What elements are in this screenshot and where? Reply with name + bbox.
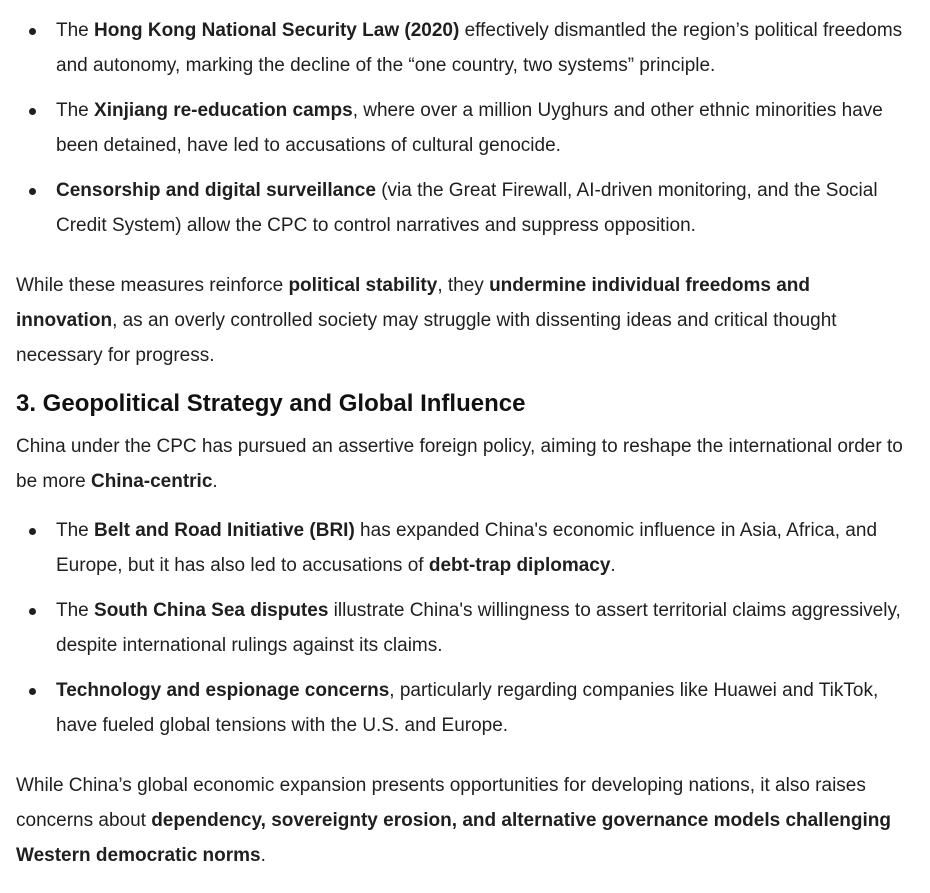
bold-term: Belt and Road Initiative (BRI) <box>94 520 355 541</box>
bullet-list-geopolitics <box>16 513 911 743</box>
bold-term: South China Sea disputes <box>94 600 329 621</box>
paragraph-foreign-policy: China under the CPC has pursued an assertive foreign policy, aiming to reshape the international order to be more China-centric. <box>16 436 903 492</box>
list-item: The Belt and Road Initiative (BRI) has expanded China's economic influence in Asia, Africa, and Europe, but it has also led to accusations of debt-trap diplomacy. <box>16 513 911 583</box>
paragraph-global-expansion: While China’s global economic expansion presents opportunities for developing nations, it also raises concerns about dependency, sovereignty erosion, and alternative governance models challenging Western democratic norms. <box>16 775 892 866</box>
bold-term: Hong Kong National Security Law (2020) <box>94 20 460 41</box>
list-item: The Hong Kong National Security Law (2020) effectively dismantled the region’s political freedoms and autonomy, marking the decline of the “one country, two systems” principle. <box>16 13 911 83</box>
list-item: Censorship and digital surveillance (via the Great Firewall, AI-driven monitoring, and the Social Credit System) allow the CPC to control narratives and suppress opposition. <box>16 173 911 243</box>
bold-term: Xinjiang re-education camps <box>94 100 353 121</box>
list-item: The Xinjiang re-education camps, where over a million Uyghurs and other ethnic minorities have been detained, have led to accusations of cultural genocide. <box>16 93 911 163</box>
section-heading: 3. Geopolitical Strategy and Global Influence <box>16 390 526 417</box>
bullet-list-internal-control <box>16 13 911 243</box>
list-item: The South China Sea disputes illustrate China's willingness to assert territorial claims aggressively, despite international rulings against its claims. <box>16 593 911 663</box>
bold-term: Censorship and digital surveillance <box>56 180 376 201</box>
bold-term: Technology and espionage concerns <box>56 680 390 701</box>
paragraph-political-stability: While these measures reinforce political stability, they undermine individual freedoms and innovation, as an overly controlled society may struggle with dissenting ideas and critical thought necessary for progress. <box>16 275 837 366</box>
list-item: Technology and espionage concerns, particularly regarding companies like Huawei and TikTok, have fueled global tensions with the U.S. and Europe. <box>16 673 911 743</box>
